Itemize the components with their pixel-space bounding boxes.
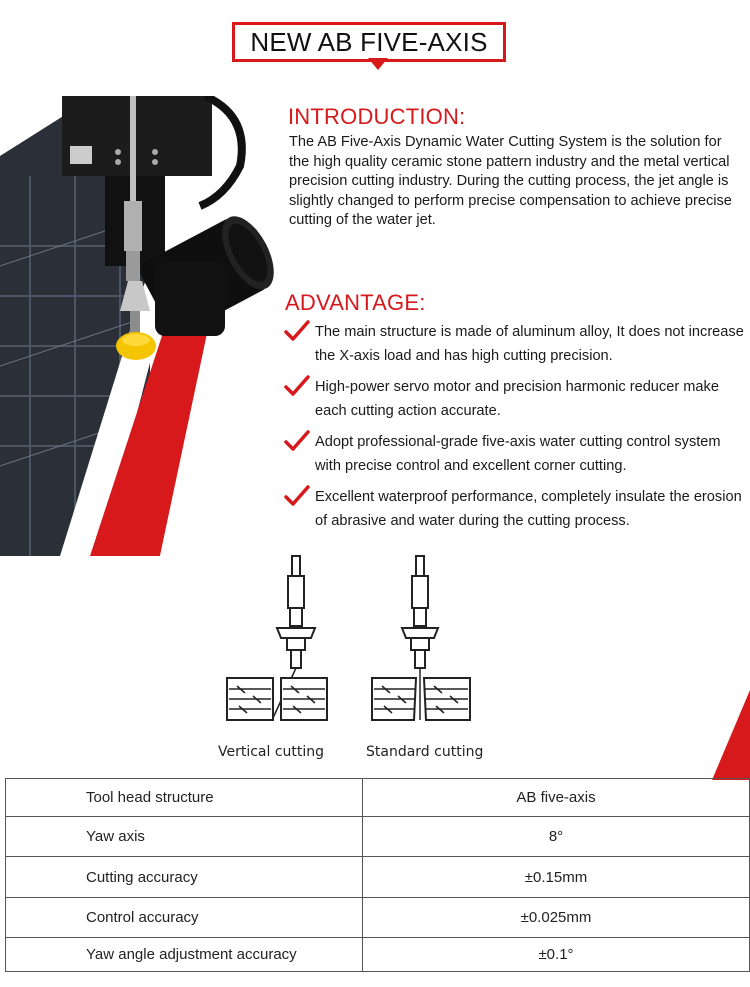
advantage-text: The main structure is made of aluminum alloy, It does not increase the X-axis load and has high cutting precision. bbox=[315, 324, 744, 364]
spec-value: ±0.025mm bbox=[363, 898, 750, 938]
table-row bbox=[6, 938, 750, 972]
product-photo bbox=[0, 96, 290, 556]
advantage-list bbox=[284, 320, 750, 540]
advantage-item bbox=[284, 485, 750, 533]
table-row bbox=[6, 817, 750, 857]
spec-label: Cutting accuracy bbox=[6, 857, 363, 898]
page-title: NEW AB FIVE-AXIS bbox=[250, 26, 488, 57]
advantage-item bbox=[284, 430, 750, 478]
vertical-cutting-diagram bbox=[215, 548, 375, 728]
advantage-text: Adopt professional-grade five-axis water cutting control system with precise control and excellent corner cutting. bbox=[315, 434, 721, 474]
introduction-body: The AB Five-Axis Dynamic Water Cutting System is the solution for the high quality ceramic stone pattern industry and the metal vertical precision cutting industry. During the cutting process, the jet angle is slightly changed to perform precise compensation to achieve precise cutting of the water jet. bbox=[289, 134, 732, 229]
check-icon bbox=[284, 485, 310, 507]
spec-label: Tool head structure bbox=[6, 779, 363, 817]
table-row bbox=[6, 857, 750, 898]
title-notch bbox=[368, 58, 388, 70]
advantage-item bbox=[284, 320, 750, 368]
title-badge bbox=[232, 22, 506, 62]
standard-cutting-diagram bbox=[358, 548, 518, 728]
advantage-text: Excellent waterproof performance, completely insulate the erosion of abrasive and water during the cutting process. bbox=[315, 489, 742, 529]
vertical-cutting-caption: Vertical cutting bbox=[218, 744, 325, 760]
introduction-heading: INTRODUCTION: bbox=[288, 104, 466, 129]
check-icon bbox=[284, 320, 310, 342]
table-row bbox=[6, 779, 750, 817]
spec-label: Yaw angle adjustment accuracy bbox=[6, 938, 363, 972]
spec-value: ±0.15mm bbox=[363, 857, 750, 898]
right-red-stripe bbox=[712, 690, 750, 780]
check-icon bbox=[284, 430, 310, 452]
check-icon bbox=[284, 375, 310, 397]
advantage-heading: ADVANTAGE: bbox=[285, 290, 426, 315]
spec-value: 8° bbox=[363, 817, 750, 857]
spec-label: Control accuracy bbox=[6, 898, 363, 938]
table-row bbox=[6, 898, 750, 938]
spec-value: AB five-axis bbox=[363, 779, 750, 817]
spec-label: Yaw axis bbox=[6, 817, 363, 857]
spec-value: ±0.1° bbox=[363, 938, 750, 972]
advantage-text: High-power servo motor and precision harmonic reducer make each cutting action accurate. bbox=[315, 379, 719, 419]
advantage-item bbox=[284, 375, 750, 423]
spec-table bbox=[5, 778, 750, 972]
standard-cutting-caption: Standard cutting bbox=[366, 744, 484, 760]
